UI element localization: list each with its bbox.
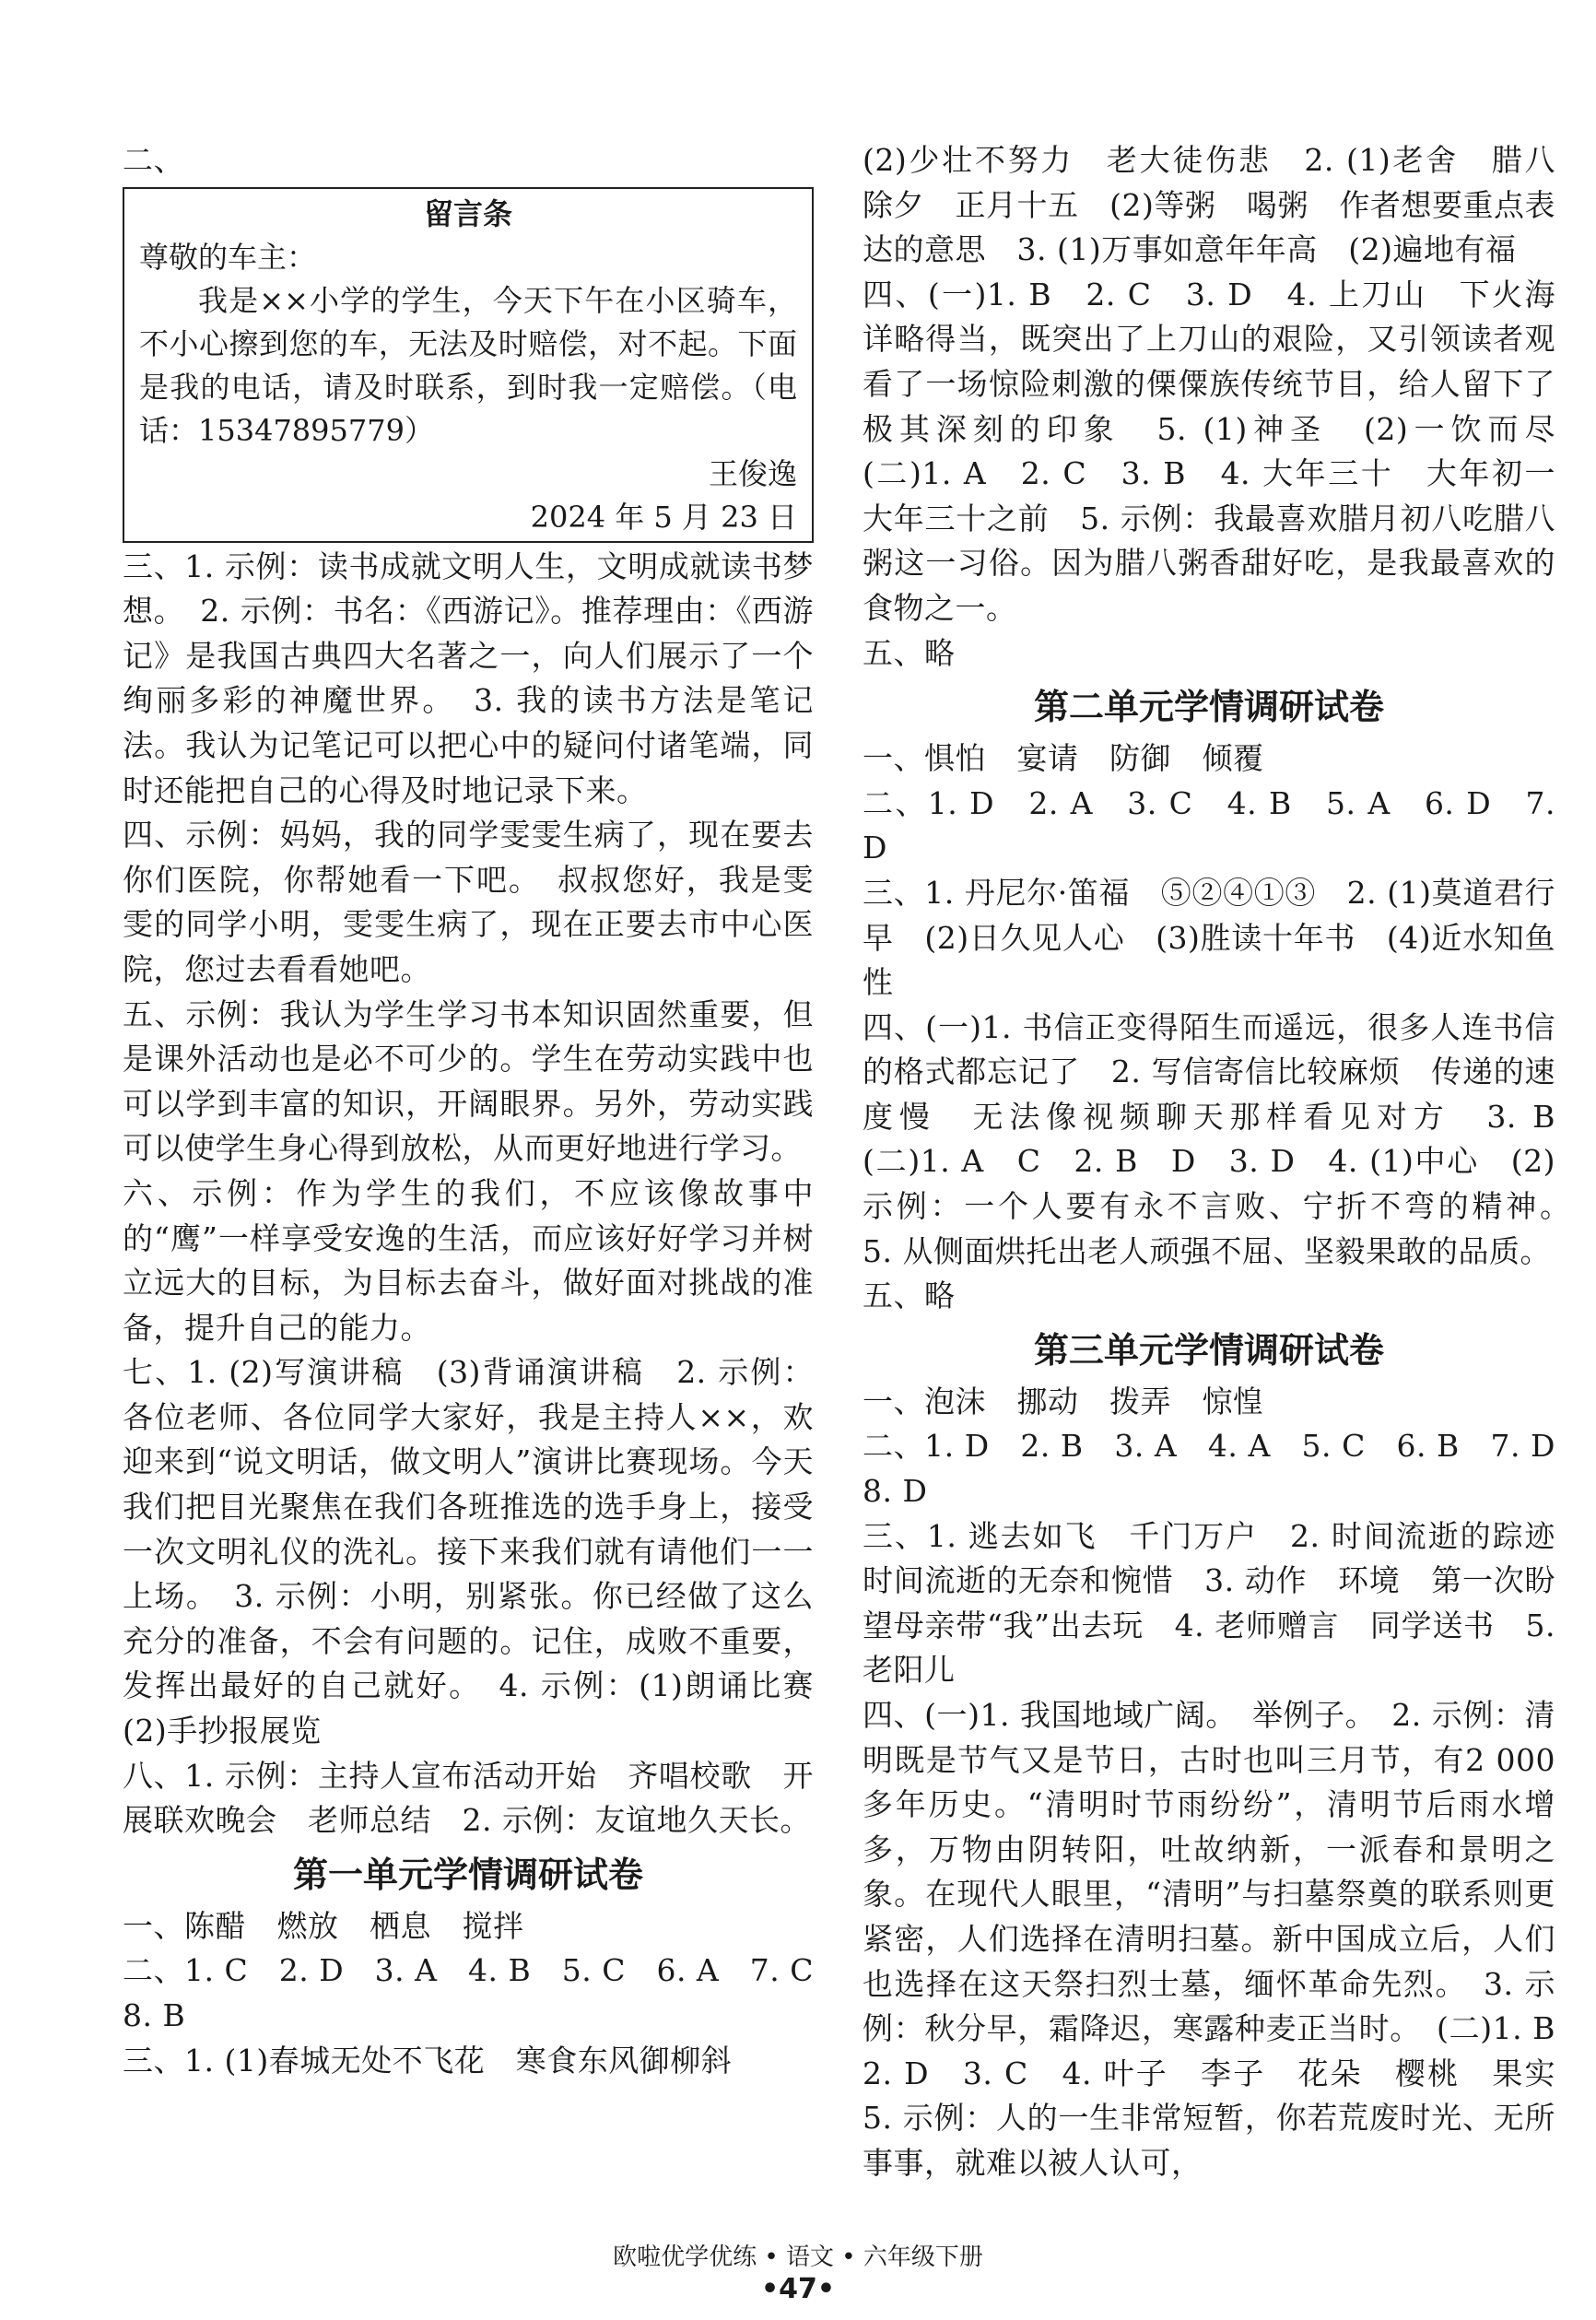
answer-paragraph: 四、示例：妈妈，我的同学雯雯生病了，现在要去你们医院，你帮她看一下吧。 叔叔您好，我是雯雯的同学小明，雯雯生病了，现在正要去市中心医院，您过去看看她吧。 [123, 817, 814, 987]
answer-paragraph: 八、1. 示例：主持人宣布活动开始 齐唱校歌 开展联欢晚会 老师总结 2. 示例：友谊地久天长。 [123, 1757, 814, 1839]
note-body: 我是××小学的学生，今天下午在小区骑车，不小心擦到您的车，无法及时赔偿，对不起。下面是我的电话，请及时联系，到时我一定赔偿。（电话：15347895779） [139, 282, 797, 448]
answer-paragraph: 二、1. D 2. B 3. A 4. A 5. C 6. B 7. D 8. D [863, 1428, 1587, 1510]
answer-paragraph: 五、示例：我认为学生学习书本知识固然重要，但是课外活动也是必不可少的。学生在劳动实践中也可以学到丰富的知识，开阔眼界。另外，劳动实践可以使学生身心得到放松，从而更好地进行学习。 [123, 995, 814, 1167]
unit2-title: 第二单元学情调研试卷 [1033, 687, 1384, 728]
note-signature: 王俊逸 [708, 455, 797, 491]
answer-paragraph: 三、1. 示例：读书成就文明人生，文明成就读书梦想。 2. 示例：书名：《西游记》。推荐理由：《西游记》是我国古典四大名著之一，向人们展示了一个绚丽多彩的神魔世界。 3. 我的读书方法是笔记法。我认为记笔记可以把心中的疑问付诸笔端，同时还能把自己的心得及时地记录下来。 [123, 548, 814, 808]
unit3-title: 第三单元学情调研试卷 [1033, 1329, 1384, 1371]
book-title-footer: 欧啦优学优练 • 语文 • 六年级下册 [613, 2243, 983, 2271]
answer-paragraph: 六、示例：作为学生的我们，不应该像故事中的“鹰”一样享受安逸的生活，而应该好好学习并树立远大的目标，为目标去奋斗，做好面对挑战的准备，提升自己的能力。 [123, 1174, 814, 1346]
answer-paragraph: 一、陈醋 燃放 栖息 搅拌 [123, 1907, 524, 1944]
answer-paragraph: 五、略 [863, 1278, 956, 1314]
page-number: •47• [760, 2273, 836, 2305]
message-note [123, 187, 814, 543]
note-title: 留言条 [423, 195, 512, 231]
answer-paragraph: 三、1. 逃去如飞 千门万户 2. 时间流逝的踪迹 时间流逝的无奈和惋惜 3. 动作 环境 第一次盼望母亲带“我”出去玩 4. 老师赠言 同学送书 5. 老阳儿 [863, 1517, 1587, 1689]
answer-paragraph: 七、1. (2)写演讲稿 (3)背诵演讲稿 2. 示例：各位老师、各位同学大家好，我是主持人××，欢迎来到“说文明话，做文明人”演讲比赛现场。今天我们把目光聚焦在我们各班推选的选手身上，接受一次文明礼仪的洗礼。接下来我们就有请他们一一上场。 3. 示例：小明，别紧张。你已经做了这么充分的准备，不会有问题的。记住，成败不重要，发挥出最好的自己就好。 4. 示例：(1)朗诵比赛 (2)手抄报展览 [123, 1354, 845, 1749]
right-column [863, 138, 1587, 2186]
answer-paragraph: 三、1. 丹尼尔·笛福 ⑤②④①③ 2. (1)莫道君行早 (2)日久见人心 (3)胜读十年书 (4)近水知鱼性 [863, 874, 1555, 1001]
answer-paragraph: 四、(一)1. 书信正变得陌生而遥远，很多人连书信的格式都忘记了 2. 写信寄信比较麻烦 传递的速度慢 无法像视频聊天那样看见对方 3. B (二)1. A C 2. B D 3. D 4. (1)中心 (2)示例：一个人要有永不言败、宁折不弯的精神。 5. 从侧面烘托出老人顽强不屈、坚毅果敢的品质。 [863, 1008, 1587, 1269]
answer-paragraph: 二、1. C 2. D 3. A 4. B 5. C 6. A 7. C 8. B [123, 1952, 845, 2033]
answer-paragraph: 五、略 [863, 634, 956, 671]
answer-paragraph: 四、(一)1. 我国地域广阔。 举例子。 2. 示例：清明既是节气又是节日，古时也叫三月节，有2 000 多年历史。“清明时节雨纷纷”，清明节后雨水增多，万物由阴转阳，吐故纳新，一派春和景明之象。在现代人眼里，“清明”与扫墓祭奠的联系则更紧密，人们选择在清明扫墓。新中国成立后，人们也选择在这天祭扫烈士墓，缅怀革命先烈。 3. 示例：秋分早，霜降迟，寒露种麦正当时。 (二)1. B 2. D 3. C 4. 叶子 李子 花朵 樱桃 果实 5. 示例：人的一生非常短暂，你若荒废时光、无所事事，就难以被人认可， [863, 1697, 1587, 2181]
answer-paragraph: 二、1. D 2. A 3. C 4. B 5. A 6. D 7. D [863, 784, 1555, 866]
note-greeting: 尊敬的车主： [139, 239, 317, 275]
answer-paragraph: 一、惧怕 宴请 防御 倾覆 [863, 740, 1264, 777]
note-date: 2024 年 5 月 23 日 [530, 499, 797, 535]
section-two-label: 二、 [123, 142, 184, 178]
answer-paragraph: (2)少壮不努力 老大徒伤悲 2. (1)老舍 腊八 除夕 正月十五 (2)等粥 喝粥 作者想要重点表达的意思 3. (1)万事如意年年高 (2)遍地有福 [863, 142, 1587, 268]
unit1-title: 第一单元学情调研试卷 [292, 1854, 643, 1895]
left-column [123, 138, 845, 2083]
answer-paragraph: 三、1. (1)春城无处不飞花 寒食东风御柳斜 [123, 2042, 733, 2079]
answer-paragraph: 四、(一)1. B 2. C 3. D 4. 上刀山 下火海 详略得当，既突出了上刀山的艰险，又引领读者观看了一场惊险刺激的傈僳族传统节目，给人留下了极其深刻的印象 5. (1)神圣 (2)一饮而尽 (二)1. A 2. C 3. B 4. 大年三十 大年初一 大年三十之前 5. 示例：我最喜欢腊月初八吃腊八粥这一习俗。因为腊八粥香甜好吃，是我最喜欢的食物之一。 [863, 276, 1587, 626]
answer-paragraph: 一、泡沫 挪动 拨弄 惊惶 [863, 1383, 1264, 1419]
